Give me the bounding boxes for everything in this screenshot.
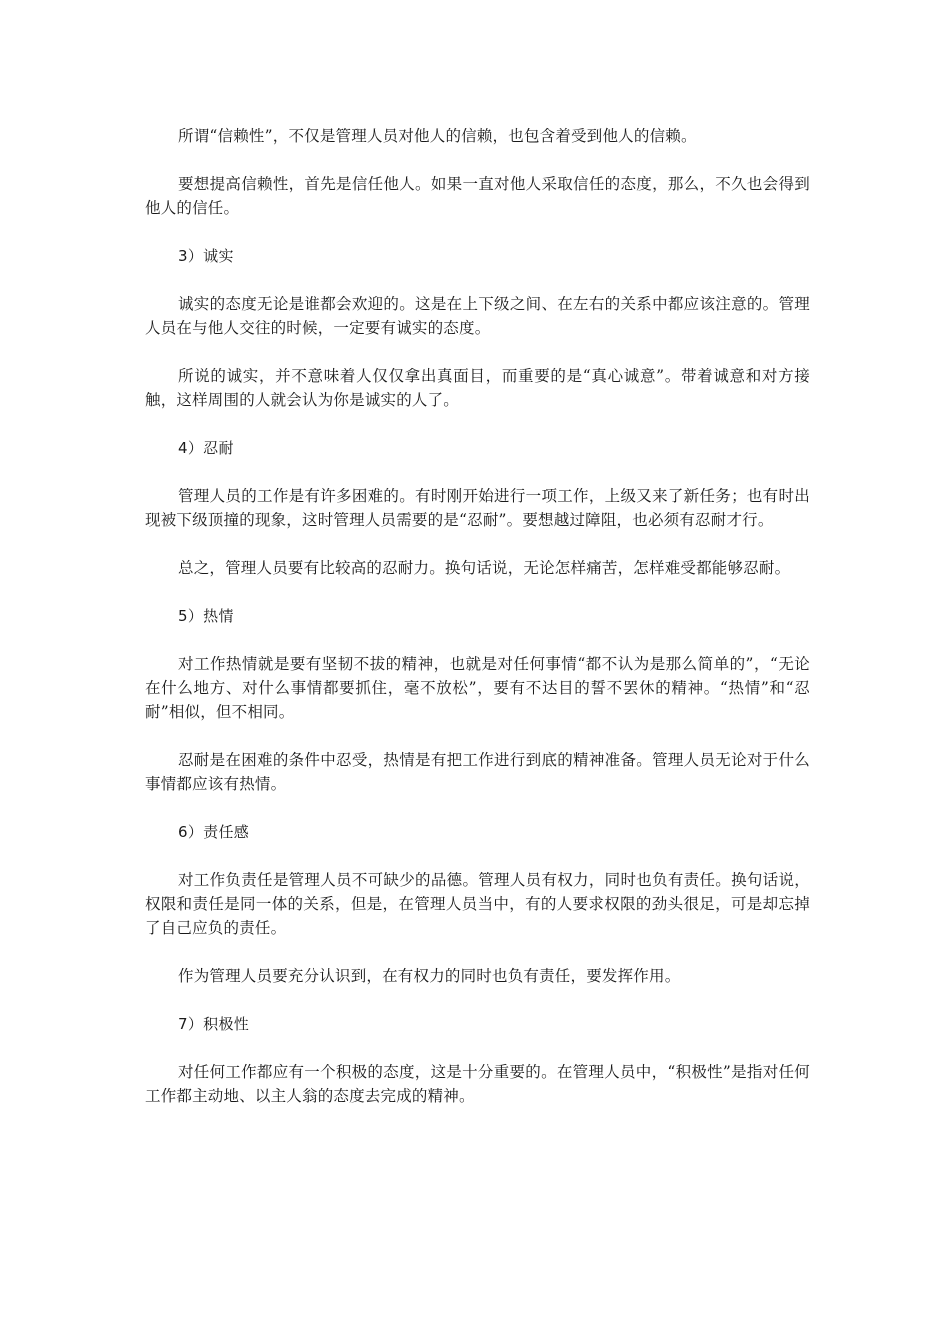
paragraph-patience-summary: 总之，管理人员要有比较高的忍耐力。换句话说，无论怎样痛苦，怎样难受都能够忍耐。 — [178, 559, 791, 577]
heading-responsibility: 6）责任感 — [178, 823, 250, 841]
heading-initiative: 7）积极性 — [178, 1015, 250, 1033]
paragraph-trust-definition: 所谓“信赖性”，不仅是管理人员对他人的信赖，也包含着受到他人的信赖。 — [178, 127, 697, 145]
paragraph-patience-difficulty: 管理人员的工作是有许多困难的。有时刚开始进行一项工作，上级又来了新任务；也有时出现被下级顶撞的现象，这时管理人员需要的是“忍耐”。要想越过障阻，也必须有忍耐才行。 — [145, 487, 810, 529]
paragraph-enthusiasm-spirit: 对工作热情就是要有坚韧不拔的精神，也就是对任何事情“都不认为是那么简单的”，“无论在什么地方、对什么事情都要抓住，毫不放松”，要有不达目的誓不罢休的精神。“热情”和“忍耐”相似，但不相同。 — [145, 655, 810, 721]
heading-patience: 4）忍耐 — [178, 439, 234, 457]
paragraph-trust-improve: 要想提高信赖性，首先是信任他人。如果一直对他人采取信任的态度，那么，不久也会得到他人的信任。 — [145, 175, 810, 217]
paragraph-responsibility-awareness: 作为管理人员要充分认识到，在有权力的同时也负有责任，要发挥作用。 — [178, 967, 681, 985]
paragraph-enthusiasm-vs-patience: 忍耐是在困难的条件中忍受，热情是有把工作进行到底的精神准备。管理人员无论对于什么事情都应该有热情。 — [145, 751, 810, 793]
paragraph-honesty-attitude: 诚实的态度无论是谁都会欢迎的。这是在上下级之间、在左右的关系中都应该注意的。管理人员在与他人交往的时候，一定要有诚实的态度。 — [145, 295, 810, 337]
paragraph-honesty-sincerity: 所说的诚实，并不意味着人仅仅拿出真面目，而重要的是“真心诚意”。带着诚意和对方接触，这样周围的人就会认为你是诚实的人了。 — [145, 367, 810, 409]
document-body — [145, 124, 810, 1132]
heading-honesty: 3）诚实 — [178, 247, 234, 265]
paragraph-responsibility-virtue: 对工作负责任是管理人员不可缺少的品德。管理人员有权力，同时也负有责任。换句话说，权限和责任是同一体的关系，但是，在管理人员当中，有的人要求权限的劲头很足，可是却忘掉了自己应负的责任。 — [145, 871, 810, 937]
paragraph-initiative-attitude: 对任何工作都应有一个积极的态度，这是十分重要的。在管理人员中，“积极性”是指对任何工作都主动地、以主人翁的态度去完成的精神。 — [145, 1063, 810, 1105]
heading-enthusiasm: 5）热情 — [178, 607, 234, 625]
